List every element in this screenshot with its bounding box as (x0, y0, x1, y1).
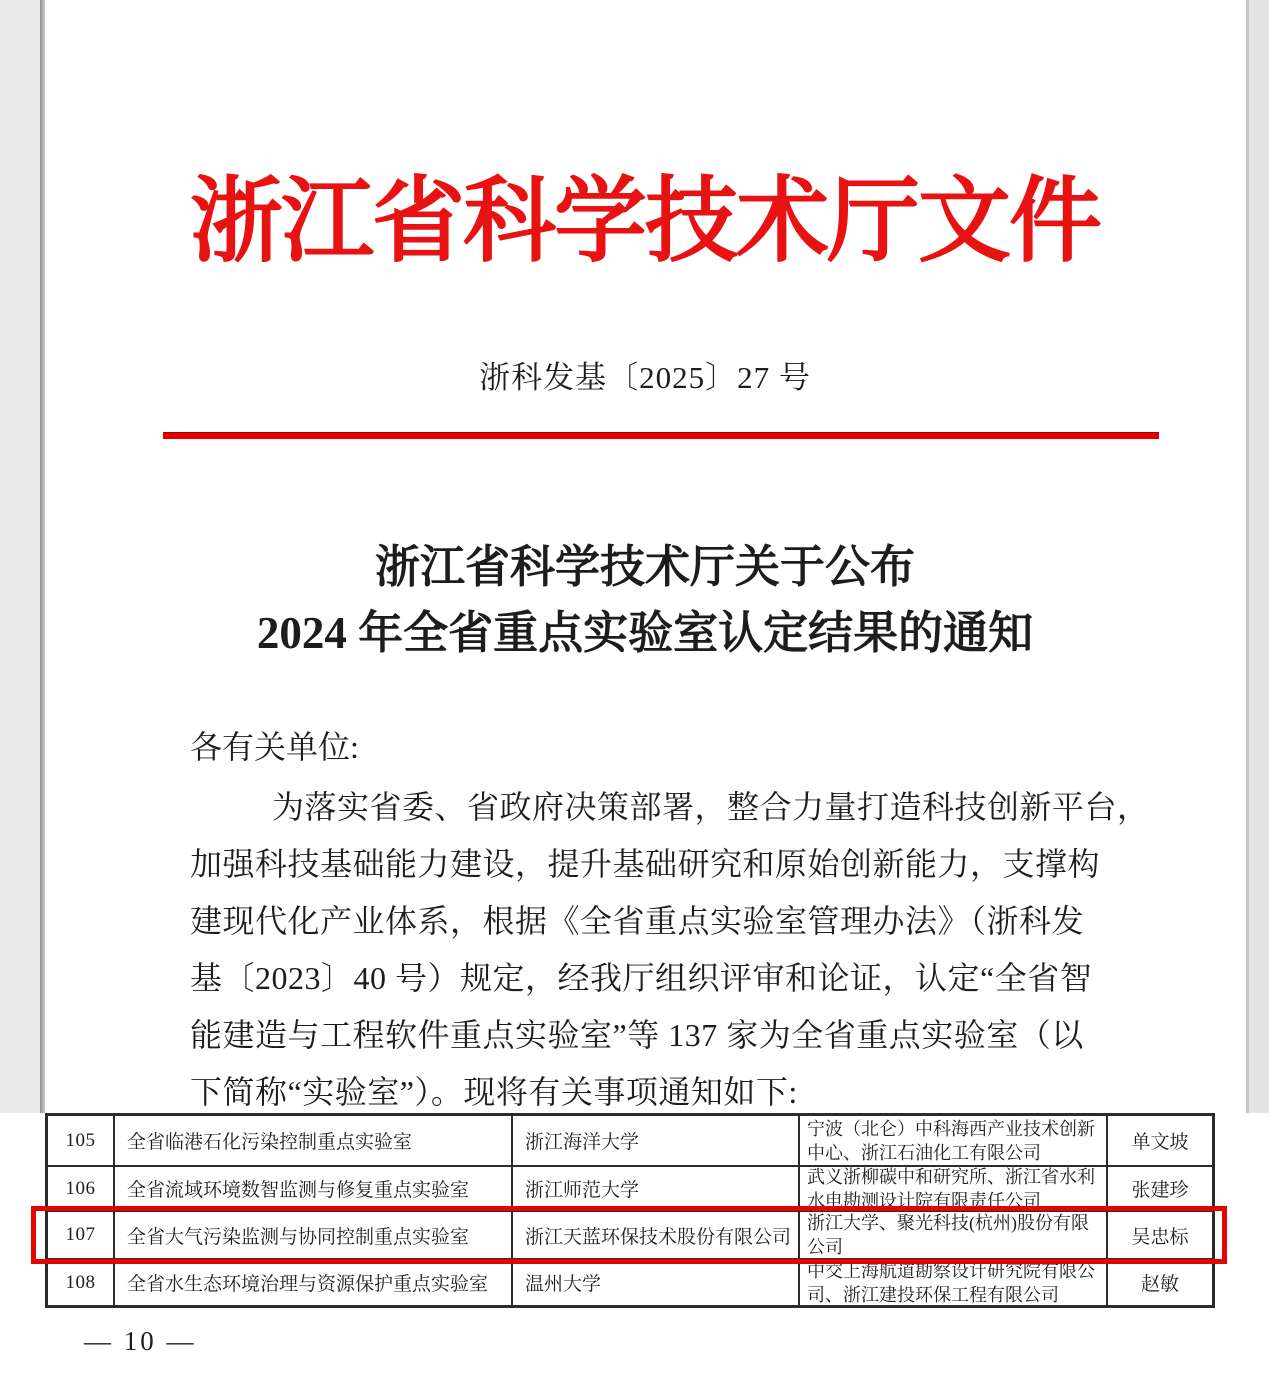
cell-lab-name: 全省水生态环境治理与资源保护重点实验室 (113, 1260, 511, 1305)
notice-title-line-2: 2024 年全省重点实验室认定结果的通知 (256, 608, 1034, 658)
cell-host-unit: 浙江师范大学 (511, 1167, 798, 1210)
highlight-box-row-107 (31, 1206, 1227, 1264)
body-line: 为落实省委、省政府决策部署，整合力量打造科技创新平台， (272, 789, 1150, 825)
body-line: 能建造与工程软件重点实验室”等 137 家为全省重点实验室（以 (190, 1017, 1084, 1053)
table-row-105 (48, 1116, 1212, 1165)
cell-partner-units: 宁波（北仑）中科海西产业技术创新中心、浙江石油化工有限公司 (798, 1116, 1106, 1165)
table-row-108 (48, 1258, 1212, 1305)
cell-director: 张建珍 (1106, 1167, 1212, 1210)
desk-margin-left (0, 0, 40, 1113)
cell-lab-name: 全省流域环境数智监测与修复重点实验室 (113, 1167, 511, 1210)
cell-director: 单文坡 (1106, 1116, 1212, 1165)
cell-lab-name: 全省大气污染监测与协同控制重点实验室 (113, 1212, 511, 1258)
body-line: 建现代化产业体系，根据《全省重点实验室管理办法》（浙科发 (190, 903, 1085, 939)
red-divider-line (163, 432, 1159, 439)
cell-lab-name: 全省临港石化污染控制重点实验室 (113, 1116, 511, 1165)
cell-partner-units: 中交上海航道勘察设计研究院有限公司、浙江建投环保工程有限公司 (798, 1260, 1106, 1305)
document-number: 浙科发基〔2025〕27 号 (479, 360, 811, 395)
desk-margin-right (1249, 0, 1269, 1113)
page-number: — 10 — (84, 1326, 197, 1356)
cell-row-number: 105 (65, 1129, 96, 1151)
body-line: 加强科技基础能力建设，提升基础研究和原始创新能力，支撑构 (190, 846, 1101, 882)
salutation: 各有关单位: (190, 729, 359, 765)
notice-title-line-1: 浙江省科学技术厅关于公布 (374, 542, 915, 592)
table-row-106 (48, 1165, 1212, 1210)
body-line: 下简称“实验室”）。现将有关事项通知如下: (190, 1074, 798, 1110)
cell-director: 吴忠标 (1106, 1212, 1212, 1258)
cell-host-unit: 浙江海洋大学 (511, 1116, 798, 1165)
cell-host-unit: 温州大学 (511, 1260, 798, 1305)
cell-host-unit: 浙江天蓝环保技术股份有限公司 (511, 1212, 798, 1258)
cell-partner-units: 浙江大学、聚光科技(杭州)股份有限公司 (798, 1212, 1106, 1258)
cell-row-number: 107 (65, 1224, 96, 1245)
cell-partner-units: 武义浙柳碳中和研究所、浙江省水利水电勘测设计院有限责任公司 (798, 1167, 1106, 1210)
cell-row-number: 108 (65, 1271, 96, 1293)
body-line: 基〔2023〕40 号）规定，经我厅组织评审和论证，认定“全省智 (190, 960, 1093, 996)
cell-row-number: 106 (65, 1177, 96, 1199)
cell-director: 赵敏 (1106, 1260, 1212, 1305)
page-shadow-right-edge (1246, 0, 1249, 1113)
agency-header-title: 浙江省科学技术厅文件 (190, 171, 1100, 274)
